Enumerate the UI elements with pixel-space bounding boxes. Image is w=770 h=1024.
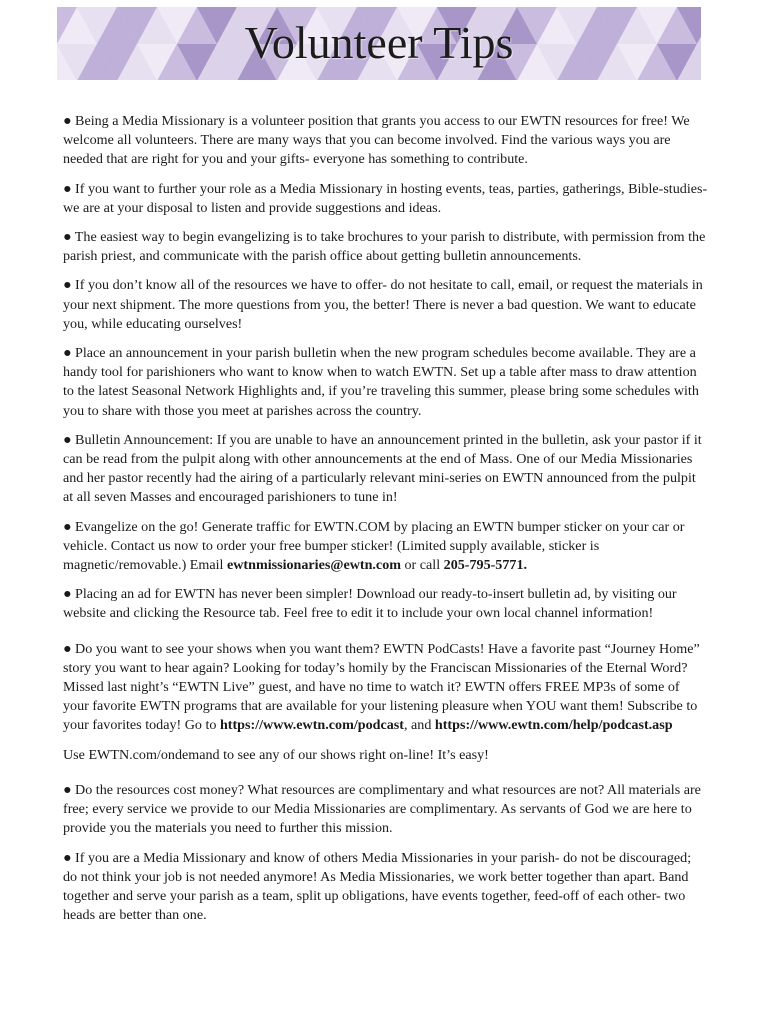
- tip-item: ● Do the resources cost money? What resources are complimentary and what resources are not? All materials are free; every service we provide to our Media Missionaries are complimentary. As servants of God we are here to provide you the materials you need to further this mission.: [63, 781, 701, 837]
- bullet-icon: ●: [63, 277, 72, 294]
- ondemand-note: Use EWTN.com/ondemand to see any of our shows right on-line! It’s easy!: [63, 746, 489, 763]
- tip-item: ● If you are a Media Missionary and know of others Media Missionaries in your parish- do not be discouraged; do not think your job is not needed anymore! As Media Missionaries, we work better together than apart. Band together and serve your parish as a team, split up obligations, have events together, feed-off of each other- two heads are better than one.: [63, 849, 692, 924]
- tip-item: ● Evangelize on the go! Generate traffic for EWTN.COM by placing an EWTN bumper sticker on your car or vehicle. Contact us now to order your free bumper sticker! (Limited supply available, sticker is magnetic/removable.) Email ewtnmissionaries@ewtn.com or call 205-795-5771.: [63, 518, 685, 574]
- tip-item: ● The easiest way to begin evangelizing is to take brochures to your parish to distribute, with permission from the parish priest, and communicate with the parish office about getting bulletin announcements.: [63, 229, 706, 265]
- title-banner: [57, 7, 701, 80]
- bullet-icon: ●: [63, 345, 72, 362]
- tip-item: ● If you want to further your role as a Media Missionary in hosting events, teas, parties, gatherings, Bible-studies- we are at your disposal to listen and provide suggestions and ideas.: [63, 180, 708, 216]
- bullet-icon: ●: [63, 180, 72, 197]
- tip-item: ● Place an announcement in your parish bulletin when the new program schedules become available. They are a handy tool for parishioners who want to know when to watch EWTN. Set up a table after mass to draw attention to the latest Seasonal Network Highlights and, if you’re traveling this summer, please bring some schedules with you to share with those you meet at parishes across the country.: [63, 345, 699, 419]
- podcast-link[interactable]: https://www.ewtn.com/podcast: [219, 717, 404, 734]
- podcast-help-link[interactable]: https://www.ewtn.com/help/podcast.asp: [434, 717, 673, 734]
- page-title: Volunteer Tips: [244, 17, 514, 68]
- tips-list: [63, 112, 708, 935]
- tip-item: ● Do you want to see your shows when you want them? EWTN PodCasts! Have a favorite past “Journey Home” story you want to hear again? Looking for today’s homily by the Franciscan Missionaries of the Eternal Word? Missed last night’s “EWTN Live” guest, and have no time to watch it? EWTN offers FREE MP3s of some of your favorite EWTN programs that are available for your listening pleasure when YOU want them! Subscribe to your favorites today! Go to https://www.ewtn.com/podcast, and https://www.ewtn.com/help/podcast.asp: [63, 640, 700, 734]
- email-link[interactable]: ewtnmissionaries@ewtn.com: [226, 557, 401, 574]
- bullet-icon: ●: [63, 640, 72, 657]
- tip-item: ● Placing an ad for EWTN has never been simpler! Download our ready-to-insert bulletin ad, by visiting our website and clicking the Resource tab. Feel free to edit it to include your own local channel information!: [63, 586, 677, 622]
- bullet-icon: ●: [63, 518, 72, 535]
- bullet-icon: ●: [63, 849, 72, 866]
- bullet-icon: ●: [63, 229, 72, 246]
- tip-item: ● If you don’t know all of the resources we have to offer- do not hesitate to call, email, or request the materials in your next shipment. The more questions from you, the better! There is never a bad question. We want to educate you, while educating ourselves!: [63, 277, 703, 332]
- phone-number: 205-795-5771.: [443, 557, 528, 574]
- bullet-icon: ●: [63, 781, 72, 798]
- tip-item: ● Bulletin Announcement: If you are unable to have an announcement printed in the bulletin, ask your pastor if it can be read from the pulpit along with other announcements at the end of Mass. One of our Media Missionaries and her pastor recently had the airing of a particularly relevant mini-series on EWTN announced from the pulpit at all seven Masses and encouraged parishioners to tune in!: [63, 431, 702, 506]
- bullet-icon: ●: [63, 431, 72, 448]
- tip-item: ● Being a Media Missionary is a volunteer position that grants you access to our EWTN resources for free! We welcome all volunteers. There are many ways that you can become involved. Find the various ways you are needed that are right for you and your gifts- everyone has something to contribute.: [63, 113, 690, 168]
- bullet-icon: ●: [63, 586, 72, 603]
- bullet-icon: ●: [63, 113, 72, 129]
